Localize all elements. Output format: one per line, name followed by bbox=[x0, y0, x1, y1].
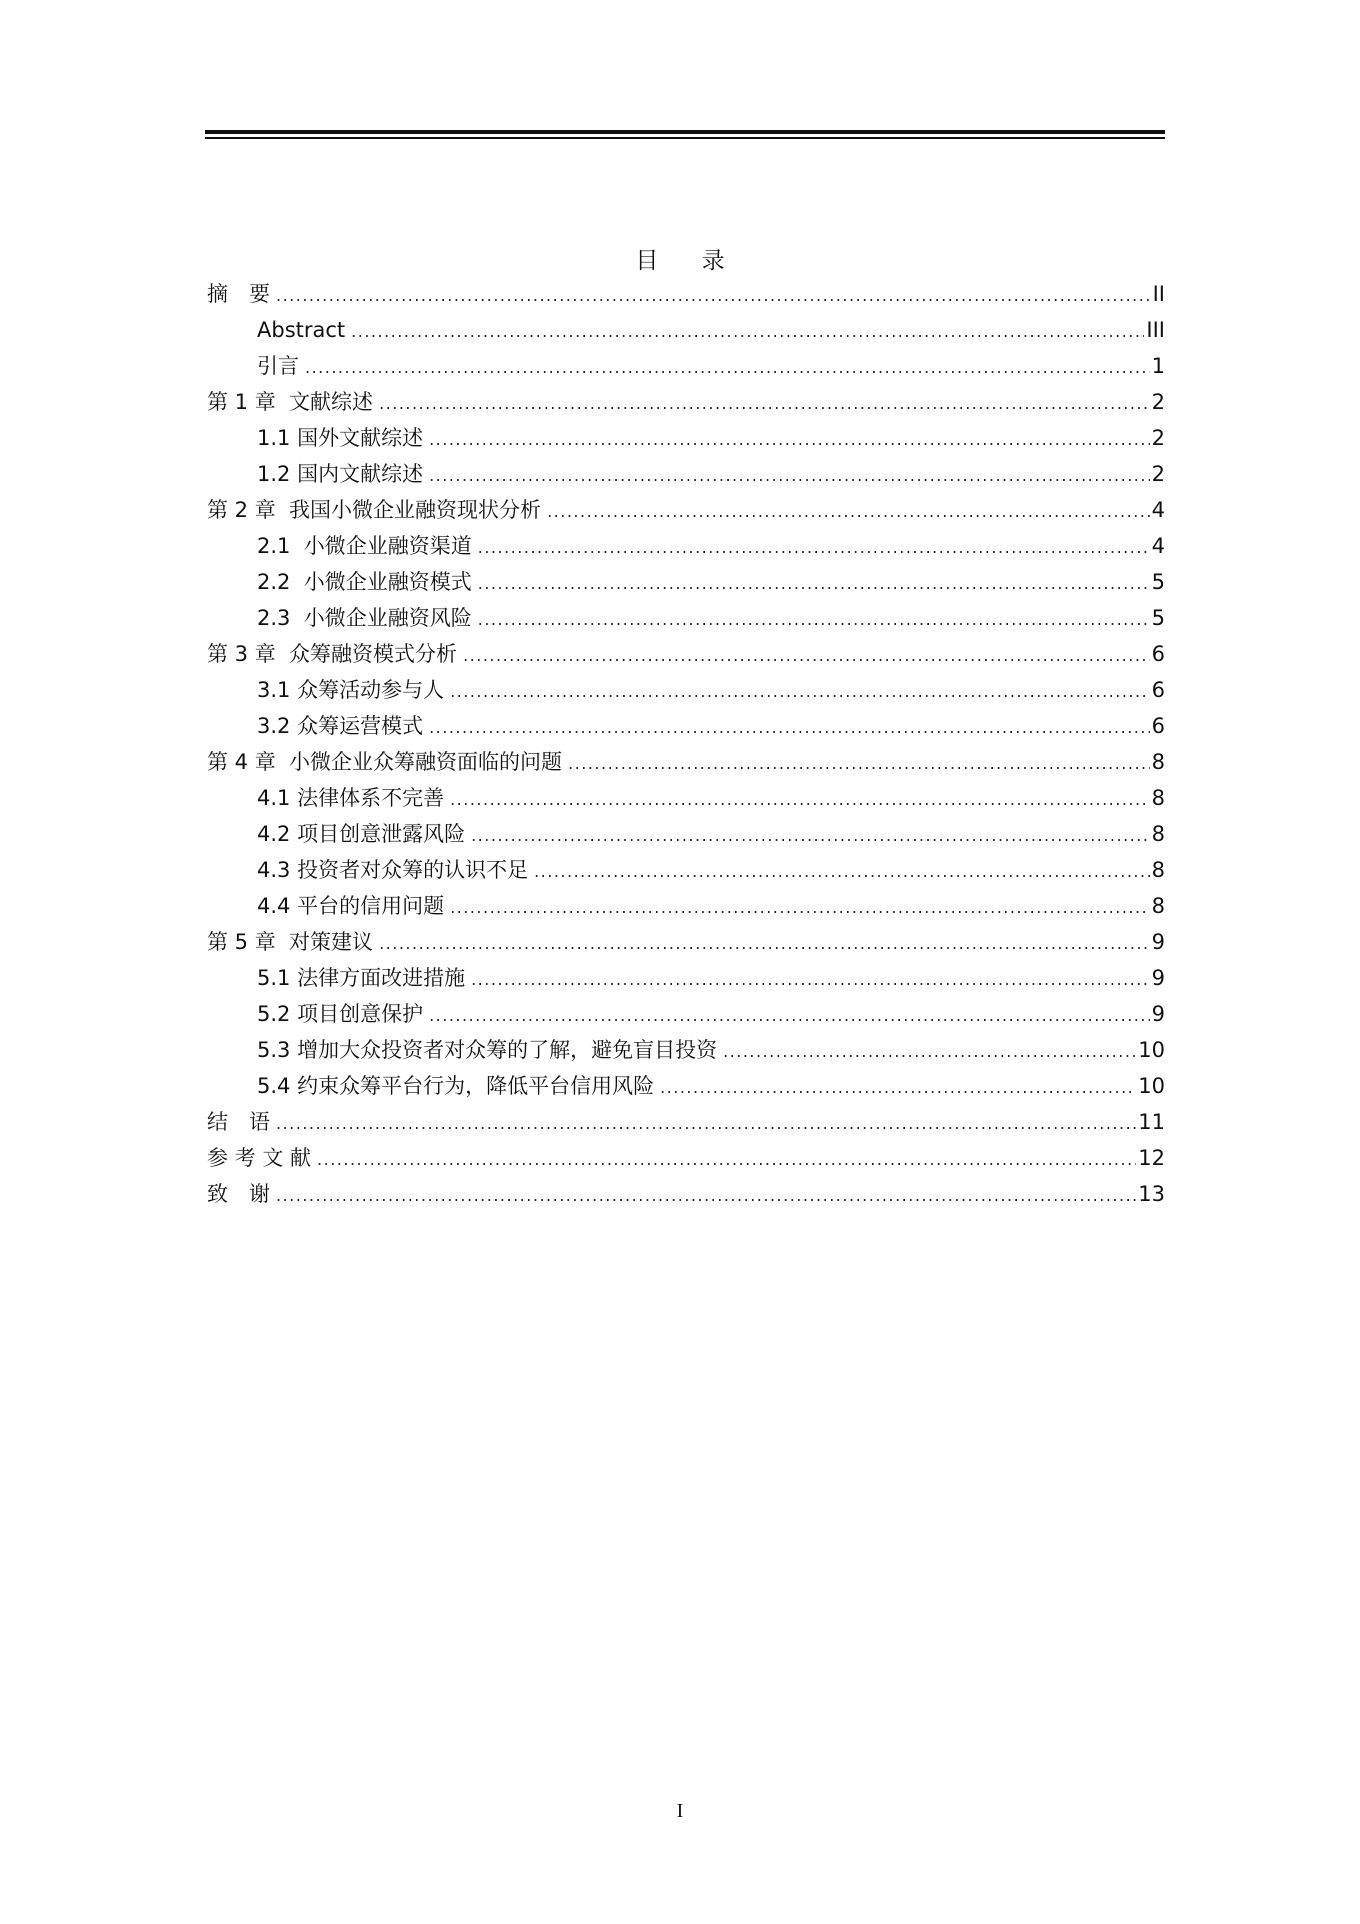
toc-entry-page: 2 bbox=[1151, 390, 1165, 414]
toc-dot-leader bbox=[450, 782, 1150, 818]
toc-entry-label: 4.4 平台的信用问题 bbox=[257, 894, 445, 918]
toc-dot-leader bbox=[450, 674, 1150, 710]
toc-entry-page: 13 bbox=[1138, 1182, 1165, 1206]
toc-entry-page: 8 bbox=[1151, 894, 1165, 918]
toc-dot-leader bbox=[379, 926, 1150, 962]
toc-entry-page: 9 bbox=[1151, 930, 1165, 954]
toc-entry-page: 8 bbox=[1151, 858, 1165, 882]
toc-entry-label: 致 谢 bbox=[207, 1182, 270, 1206]
header-rule-thick bbox=[205, 130, 1165, 134]
toc-dot-leader bbox=[429, 458, 1150, 494]
toc-entry[interactable] bbox=[207, 816, 1165, 852]
toc-entry-label: 第 1 章 文献综述 bbox=[207, 390, 374, 414]
toc-entry-page: 4 bbox=[1151, 498, 1165, 522]
toc-entry[interactable] bbox=[207, 312, 1165, 348]
toc-entry-page: 4 bbox=[1151, 534, 1165, 558]
toc-entry-page: III bbox=[1146, 318, 1165, 342]
toc-dot-leader bbox=[547, 494, 1150, 530]
page-number: I bbox=[676, 1800, 684, 1822]
toc-dot-leader bbox=[723, 1034, 1136, 1070]
toc-dot-leader bbox=[478, 602, 1150, 638]
toc-entry-page: 5 bbox=[1151, 570, 1165, 594]
toc-entry-label: 结 语 bbox=[207, 1110, 270, 1134]
toc-entry-label: 5.1 法律方面改进措施 bbox=[257, 966, 466, 990]
toc-entry-page: 6 bbox=[1151, 714, 1165, 738]
toc-entry[interactable] bbox=[207, 888, 1165, 924]
toc-entry-page: 6 bbox=[1151, 678, 1165, 702]
toc-entry-page: 9 bbox=[1151, 1002, 1165, 1026]
toc-entry[interactable] bbox=[207, 996, 1165, 1032]
toc-entry-page: 8 bbox=[1151, 786, 1165, 810]
toc-entry[interactable] bbox=[207, 1068, 1165, 1104]
toc-entry[interactable] bbox=[207, 420, 1165, 456]
toc-entry-page: 2 bbox=[1151, 462, 1165, 486]
toc-title: 目 录 bbox=[635, 248, 743, 274]
toc-dot-leader bbox=[478, 530, 1150, 566]
toc-entry[interactable] bbox=[207, 456, 1165, 492]
toc-dot-leader bbox=[276, 1178, 1136, 1214]
toc-entry-label: 5.2 项目创意保护 bbox=[257, 1002, 424, 1026]
toc-dot-leader bbox=[429, 422, 1150, 458]
toc-dot-leader bbox=[429, 998, 1150, 1034]
toc-entry[interactable] bbox=[207, 528, 1165, 564]
toc-entry[interactable] bbox=[207, 960, 1165, 996]
toc-entry-label: 4.2 项目创意泄露风险 bbox=[257, 822, 466, 846]
toc-entry[interactable] bbox=[207, 384, 1165, 420]
toc-entry[interactable] bbox=[207, 600, 1165, 636]
toc-entry-label: 5.4 约束众筹平台行为，降低平台信用风险 bbox=[257, 1074, 655, 1098]
toc-entry[interactable] bbox=[207, 636, 1165, 672]
toc-entry-label: 引言 bbox=[257, 354, 299, 378]
toc-entry[interactable] bbox=[207, 780, 1165, 816]
toc-dot-leader bbox=[450, 890, 1150, 926]
toc-dot-leader bbox=[276, 1106, 1136, 1142]
toc-entry[interactable] bbox=[207, 744, 1165, 780]
toc-entry-label: 2.1 小微企业融资渠道 bbox=[257, 534, 472, 558]
toc-entry-page: 10 bbox=[1138, 1074, 1165, 1098]
toc-dot-leader bbox=[276, 278, 1151, 314]
toc-entry-label: 4.3 投资者对众筹的认识不足 bbox=[257, 858, 529, 882]
toc-entry-label: 第 5 章 对策建议 bbox=[207, 930, 374, 954]
toc-entry[interactable] bbox=[207, 708, 1165, 744]
toc-dot-leader bbox=[317, 1142, 1136, 1178]
toc-dot-leader bbox=[471, 818, 1150, 854]
toc-dot-leader bbox=[568, 746, 1150, 782]
toc-entry-label: 参 考 文 献 bbox=[207, 1146, 312, 1170]
toc-entry[interactable] bbox=[207, 1104, 1165, 1140]
toc-entry-label: 2.3 小微企业融资风险 bbox=[257, 606, 472, 630]
toc-dot-leader bbox=[660, 1070, 1136, 1106]
toc-entry-label: 3.2 众筹运营模式 bbox=[257, 714, 424, 738]
toc-entry-page: 2 bbox=[1151, 426, 1165, 450]
toc-entry[interactable] bbox=[207, 276, 1165, 312]
toc-entry[interactable] bbox=[207, 852, 1165, 888]
toc-dot-leader bbox=[429, 710, 1150, 746]
toc-entry-label: 第 4 章 小微企业众筹融资面临的问题 bbox=[207, 750, 563, 774]
toc-entry[interactable] bbox=[207, 924, 1165, 960]
toc-entry-label: 第 3 章 众筹融资模式分析 bbox=[207, 642, 458, 666]
toc-dot-leader bbox=[379, 386, 1150, 422]
toc-entry-label: 1.1 国外文献综述 bbox=[257, 426, 424, 450]
toc-dot-leader bbox=[305, 350, 1150, 386]
toc-entry[interactable] bbox=[207, 1032, 1165, 1068]
toc-entry-page: 9 bbox=[1151, 966, 1165, 990]
toc-entry[interactable] bbox=[207, 672, 1165, 708]
toc-entry-page: 5 bbox=[1151, 606, 1165, 630]
toc-entry-page: 6 bbox=[1151, 642, 1165, 666]
toc-dot-leader bbox=[534, 854, 1150, 890]
toc-entry[interactable] bbox=[207, 564, 1165, 600]
toc-entry[interactable] bbox=[207, 492, 1165, 528]
toc-entry-page: 12 bbox=[1138, 1146, 1165, 1170]
toc-entry-label: Abstract bbox=[257, 318, 346, 342]
toc-entry[interactable] bbox=[207, 1140, 1165, 1176]
toc-entry-label: 1.2 国内文献综述 bbox=[257, 462, 424, 486]
toc-entry-label: 3.1 众筹活动参与人 bbox=[257, 678, 445, 702]
toc-entry-label: 5.3 增加大众投资者对众筹的了解，避免盲目投资 bbox=[257, 1038, 718, 1062]
toc-entry[interactable] bbox=[207, 1176, 1165, 1212]
table-of-contents bbox=[207, 276, 1165, 1212]
toc-dot-leader bbox=[351, 314, 1144, 350]
toc-entry-label: 4.1 法律体系不完善 bbox=[257, 786, 445, 810]
toc-dot-leader bbox=[463, 638, 1150, 674]
toc-entry-page: 1 bbox=[1151, 354, 1165, 378]
toc-dot-leader bbox=[471, 962, 1150, 998]
toc-entry-label: 第 2 章 我国小微企业融资现状分析 bbox=[207, 498, 542, 522]
toc-entry-page: 8 bbox=[1151, 822, 1165, 846]
toc-entry-label: 2.2 小微企业融资模式 bbox=[257, 570, 472, 594]
toc-entry-page: 8 bbox=[1151, 750, 1165, 774]
toc-entry-label: 摘 要 bbox=[207, 282, 270, 306]
toc-dot-leader bbox=[478, 566, 1150, 602]
toc-entry-page: II bbox=[1152, 282, 1165, 306]
toc-entry[interactable] bbox=[207, 348, 1165, 384]
toc-entry-page: 10 bbox=[1138, 1038, 1165, 1062]
toc-entry-page: 11 bbox=[1138, 1110, 1165, 1134]
header-rule-thin bbox=[205, 137, 1165, 139]
